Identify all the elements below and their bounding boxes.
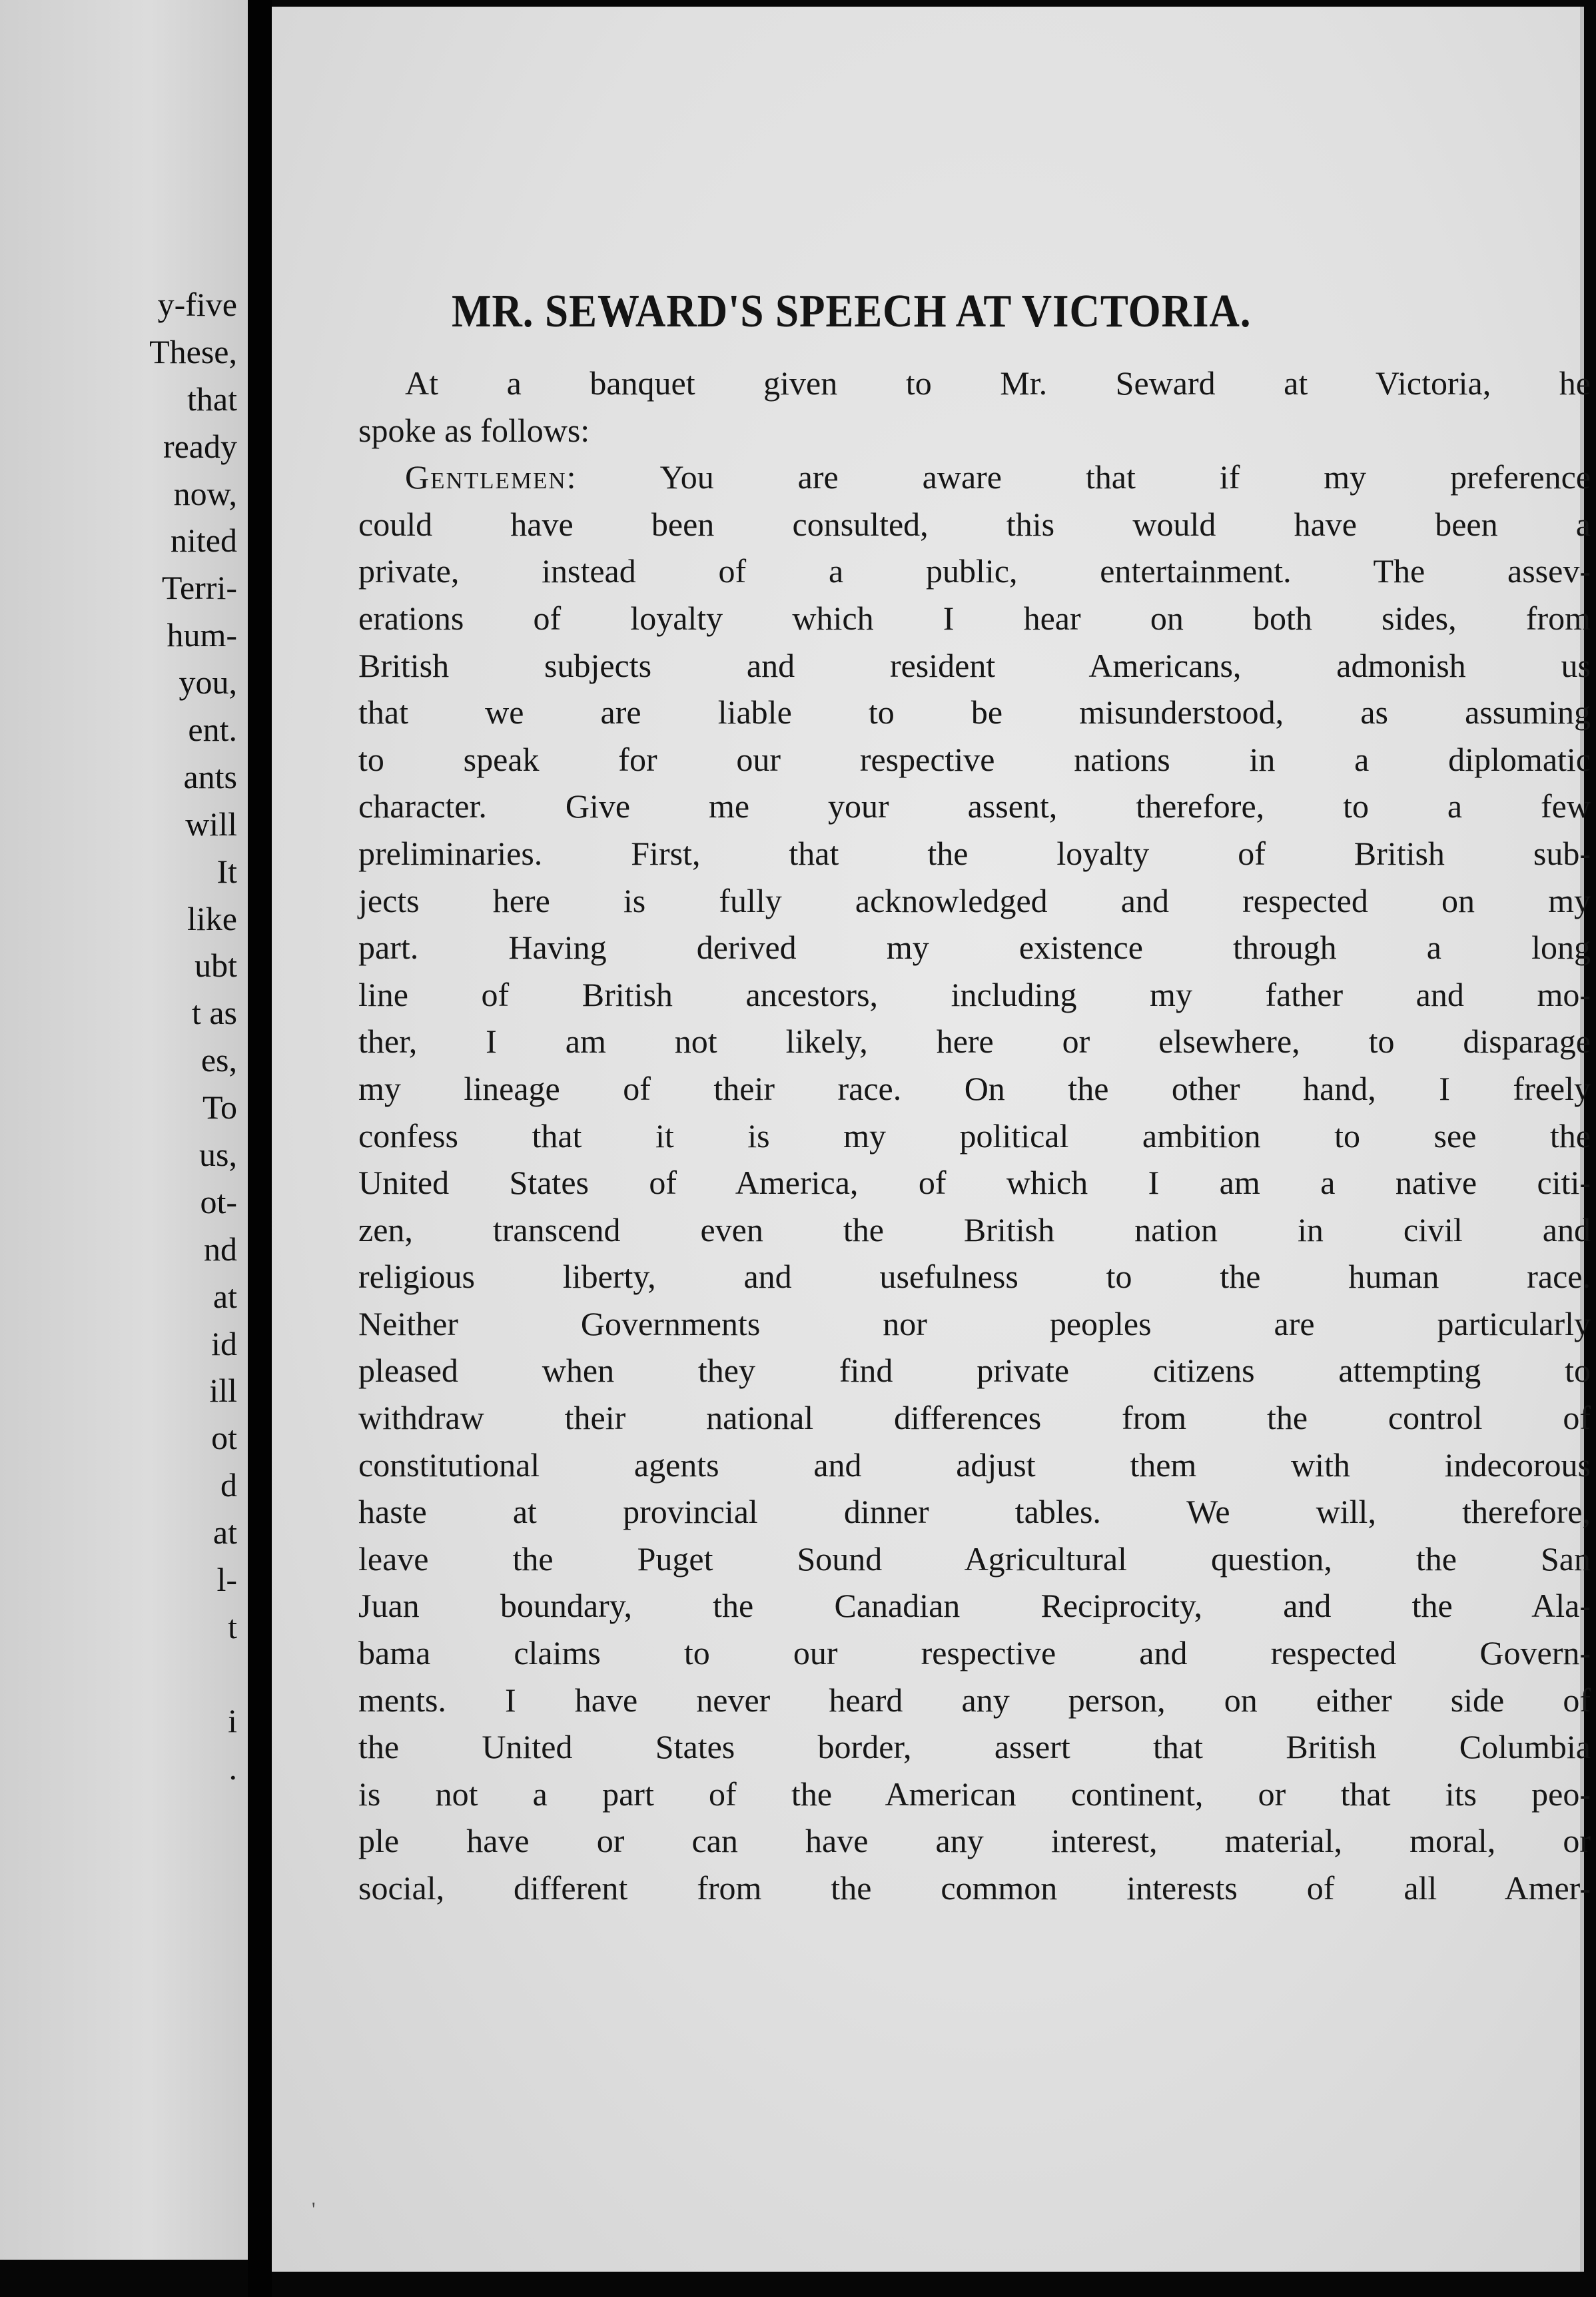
left-page-fragment: ot bbox=[211, 1419, 237, 1456]
text-line: Juan boundary, the Canadian Reciprocity, and the Ala- bbox=[358, 1587, 1591, 1625]
left-page-fragment: These, bbox=[149, 333, 237, 370]
left-page-fragment: ubt bbox=[195, 947, 237, 984]
left-page-fragment: It bbox=[216, 853, 237, 890]
left-page-fragment: will bbox=[185, 805, 237, 843]
left-page-fragment: ants bbox=[183, 758, 237, 795]
left-page-fragment: . bbox=[228, 1749, 237, 1787]
text-line: At a banquet given to Mr. Seward at Victoria, he bbox=[405, 364, 1591, 402]
left-page-fragment: ill bbox=[209, 1372, 237, 1409]
text-line: social, different from the common interests of all Amer- bbox=[358, 1869, 1591, 1907]
text-line: preliminaries. First, that the loyalty of British sub- bbox=[358, 834, 1591, 872]
left-page-fragment: at bbox=[212, 1514, 237, 1551]
text-line: pleased when they find private citizens attempting to bbox=[358, 1352, 1591, 1390]
left-page-fragment: To bbox=[202, 1089, 237, 1126]
left-page-fragment: d bbox=[220, 1466, 237, 1504]
left-page-fragment: now, bbox=[173, 475, 237, 512]
text-line: that we are liable to be misunderstood, as assuming bbox=[358, 693, 1591, 731]
text-line: to speak for our respective nations in a diplomatic bbox=[358, 740, 1591, 778]
left-page-fragment: t as bbox=[191, 994, 237, 1031]
text-line: line of British ancestors, including my father and mo- bbox=[358, 975, 1591, 1013]
left-page-fragment: y-five bbox=[157, 286, 237, 323]
text-line: United States of America, of which I am a native citi- bbox=[358, 1164, 1591, 1202]
left-page-fragment: ot- bbox=[200, 1183, 237, 1220]
text-line: withdraw their national differences from the control of bbox=[358, 1399, 1591, 1437]
text-line: British subjects and resident Americans, admonish us bbox=[358, 646, 1591, 684]
left-page-fragment: id bbox=[211, 1325, 237, 1362]
text-line: is not a part of the American continent, or that its peo- bbox=[358, 1775, 1591, 1813]
text-line: leave the Puget Sound Agricultural question, the San bbox=[358, 1540, 1591, 1578]
text-line: confess that it is my political ambition to see the bbox=[358, 1117, 1591, 1154]
text-line: ments. I have never heard any person, on either side of bbox=[358, 1681, 1591, 1719]
right-page bbox=[272, 7, 1591, 2272]
left-page-fragment: you, bbox=[179, 664, 237, 701]
salutation-line bbox=[358, 454, 1591, 501]
left-page-fragment: i bbox=[228, 1702, 237, 1739]
scan-speck: ' bbox=[312, 2198, 316, 2220]
left-page-fragment: hum- bbox=[167, 616, 237, 654]
text-line: part. Having derived my existence through a long bbox=[358, 929, 1591, 967]
left-page-edge bbox=[0, 0, 248, 2260]
text-line: erations of loyalty which I hear on both sides, from bbox=[358, 599, 1591, 637]
text-line: religious liberty, and usefulness to the human race. bbox=[358, 1258, 1591, 1296]
left-page-fragment: l- bbox=[216, 1561, 237, 1598]
text-line: jects here is fully acknowledged and respected on my bbox=[358, 881, 1591, 919]
text-line: bama claims to our respective and respected Govern- bbox=[358, 1634, 1591, 1672]
left-page-fragment: nited bbox=[171, 522, 237, 559]
text-line: zen, transcend even the British nation in civil and bbox=[358, 1210, 1591, 1248]
text-line: Neither Governments nor peoples are particularly bbox=[358, 1304, 1591, 1342]
left-page-fragment: us, bbox=[199, 1136, 237, 1173]
left-page-fragment: nd bbox=[204, 1230, 237, 1268]
text-line: character. Give me your assent, therefore, to a few bbox=[358, 787, 1591, 825]
text-line: ple have or can have any interest, material, moral, or bbox=[358, 1822, 1591, 1860]
speech-text bbox=[358, 360, 1591, 1912]
text-line: spoke as follows: bbox=[358, 411, 590, 449]
left-page-fragment: Terri- bbox=[161, 569, 237, 606]
left-page-fragment: es, bbox=[200, 1041, 237, 1079]
salutation: Gentlemen: bbox=[405, 458, 578, 496]
left-page-fragment: that bbox=[187, 380, 237, 418]
book-gutter bbox=[248, 0, 272, 2297]
text-line: private, instead of a public, entertainment. The assev- bbox=[358, 552, 1591, 590]
text-line: the United States border, assert that British Columbia bbox=[358, 1728, 1591, 1766]
text-line: ther, I am not likely, here or elsewhere, to disparage bbox=[358, 1023, 1591, 1061]
left-page-fragment: ready bbox=[163, 428, 237, 465]
text-line: haste at provincial dinner tables. We will, therefore, bbox=[358, 1493, 1591, 1531]
text-line: my lineage of their race. On the other hand, I freely bbox=[358, 1069, 1591, 1107]
left-page-fragment: at bbox=[212, 1278, 237, 1315]
left-page-fragment: t bbox=[228, 1608, 237, 1645]
left-page-fragment: like bbox=[187, 900, 237, 937]
text-line: constitutional agents and adjust them with indecorous bbox=[358, 1446, 1591, 1484]
text-line-segment: You are aware that if my preference bbox=[659, 458, 1591, 496]
page-title: MR. SEWARD'S SPEECH AT VICTORIA. bbox=[452, 286, 1252, 337]
text-line: could have been consulted, this would have been a bbox=[358, 505, 1591, 543]
left-page-fragment: ent. bbox=[188, 711, 237, 748]
